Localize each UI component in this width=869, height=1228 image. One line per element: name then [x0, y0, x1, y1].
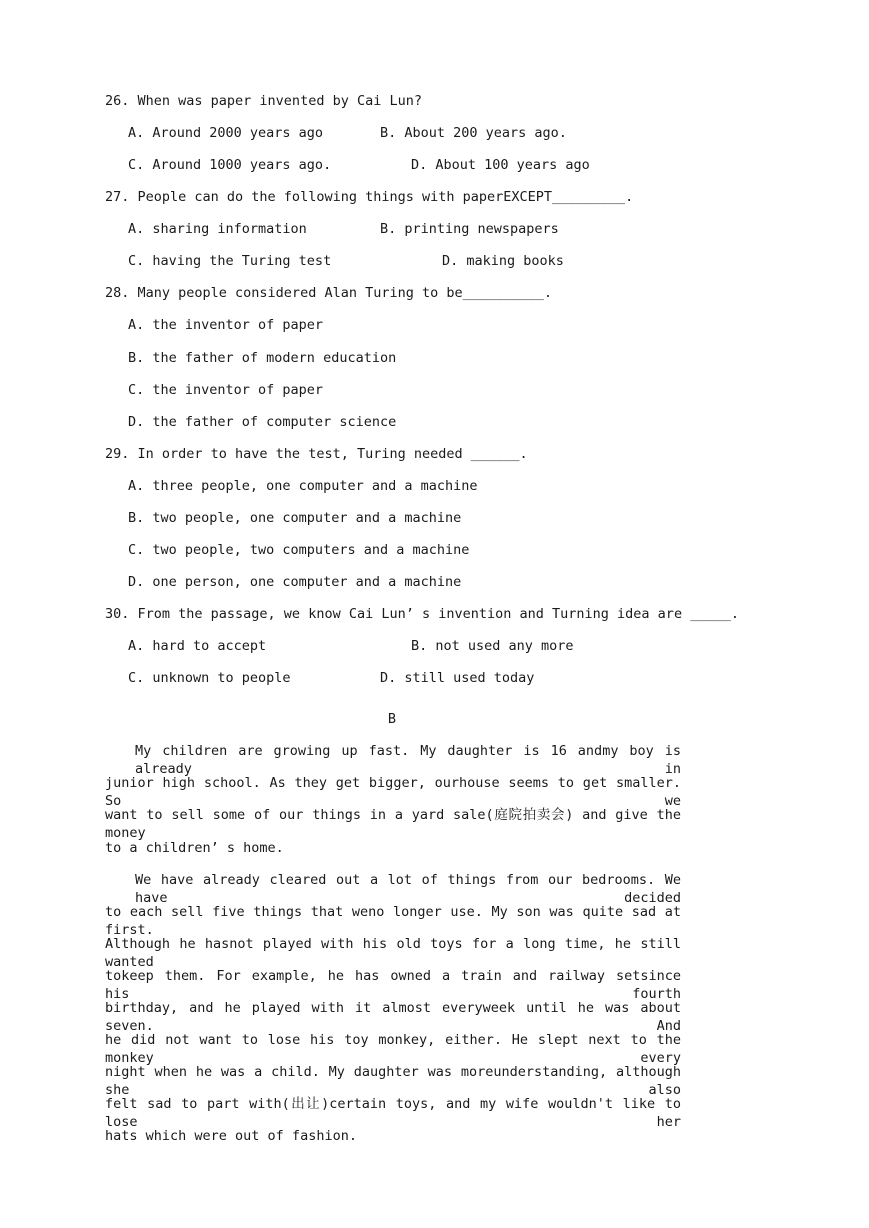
passage-line: tokeep them. For example, he has owned a train and railway setsince his fourth [105, 968, 681, 1002]
question-27-stem: 27. People can do the following things with paperEXCEPT_________. [105, 189, 634, 205]
passage-line: to a children’ s home. [105, 840, 284, 856]
passage-line: We have already cleared out a lot of things from our bedrooms. We have decided [135, 872, 681, 906]
passage-line: want to sell some of our things in a yard sale(庭院拍卖会) and give the money [105, 807, 681, 841]
question-27-option-b: B. printing newspapers [380, 221, 559, 237]
question-27-option-a: A. sharing information [128, 221, 307, 237]
passage-line: birthday, and he played with it almost everyweek until he was about seven. And [105, 1000, 681, 1034]
question-28-option-b: B. the father of modern education [128, 350, 397, 366]
passage-line: hats which were out of fashion. [105, 1128, 357, 1144]
question-29-option-d: D. one person, one computer and a machine [128, 574, 462, 590]
passage-line: felt sad to part with(出让)certain toys, and my wife wouldn't like to lose her [105, 1096, 681, 1130]
question-30-option-d: D. still used today [380, 670, 535, 686]
question-28-option-c: C. the inventor of paper [128, 382, 324, 398]
question-30-stem: 30. From the passage, we know Cai Lun’ s invention and Turning idea are _____. [105, 606, 739, 622]
question-30-option-a: A. hard to accept [128, 638, 267, 654]
question-28-option-d: D. the father of computer science [128, 414, 397, 430]
question-26-option-a: A. Around 2000 years ago [128, 125, 324, 141]
passage-line: junior high school. As they get bigger, ourhouse seems to get smaller. So we [105, 775, 681, 809]
question-28-option-a: A. the inventor of paper [128, 317, 324, 333]
question-26-option-b: B. About 200 years ago. [380, 125, 567, 141]
section-b-heading: B [387, 711, 397, 727]
passage-line: Although he hasnot played with his old toys for a long time, he still wanted [105, 936, 681, 970]
question-29-stem: 29. In order to have the test, Turing needed ______. [105, 446, 528, 462]
passage-line: My children are growing up fast. My daughter is 16 andmy boy is already in [135, 743, 681, 777]
question-27-option-c: C. having the Turing test [128, 253, 332, 269]
passage-line: to each sell five things that weno longer use. My son was quite sad at first. [105, 904, 681, 938]
passage-line: night when he was a child. My daughter was moreunderstanding, although she also [105, 1064, 681, 1098]
question-30-option-b: B. not used any more [411, 638, 574, 654]
passage-line: he did not want to lose his toy monkey, either. He slept next to the monkey every [105, 1032, 681, 1066]
question-29-option-c: C. two people, two computers and a machine [128, 542, 470, 558]
question-26-option-c: C. Around 1000 years ago. [128, 157, 332, 173]
question-30-option-c: C. unknown to people [128, 670, 291, 686]
question-29-option-a: A. three people, one computer and a machine [128, 478, 478, 494]
question-26-option-d: D. About 100 years ago [411, 157, 590, 173]
question-26-stem: 26. When was paper invented by Cai Lun? [105, 93, 422, 109]
question-27-option-d: D. making books [442, 253, 564, 269]
question-28-stem: 28. Many people considered Alan Turing to be__________. [105, 285, 553, 301]
question-29-option-b: B. two people, one computer and a machine [128, 510, 462, 526]
